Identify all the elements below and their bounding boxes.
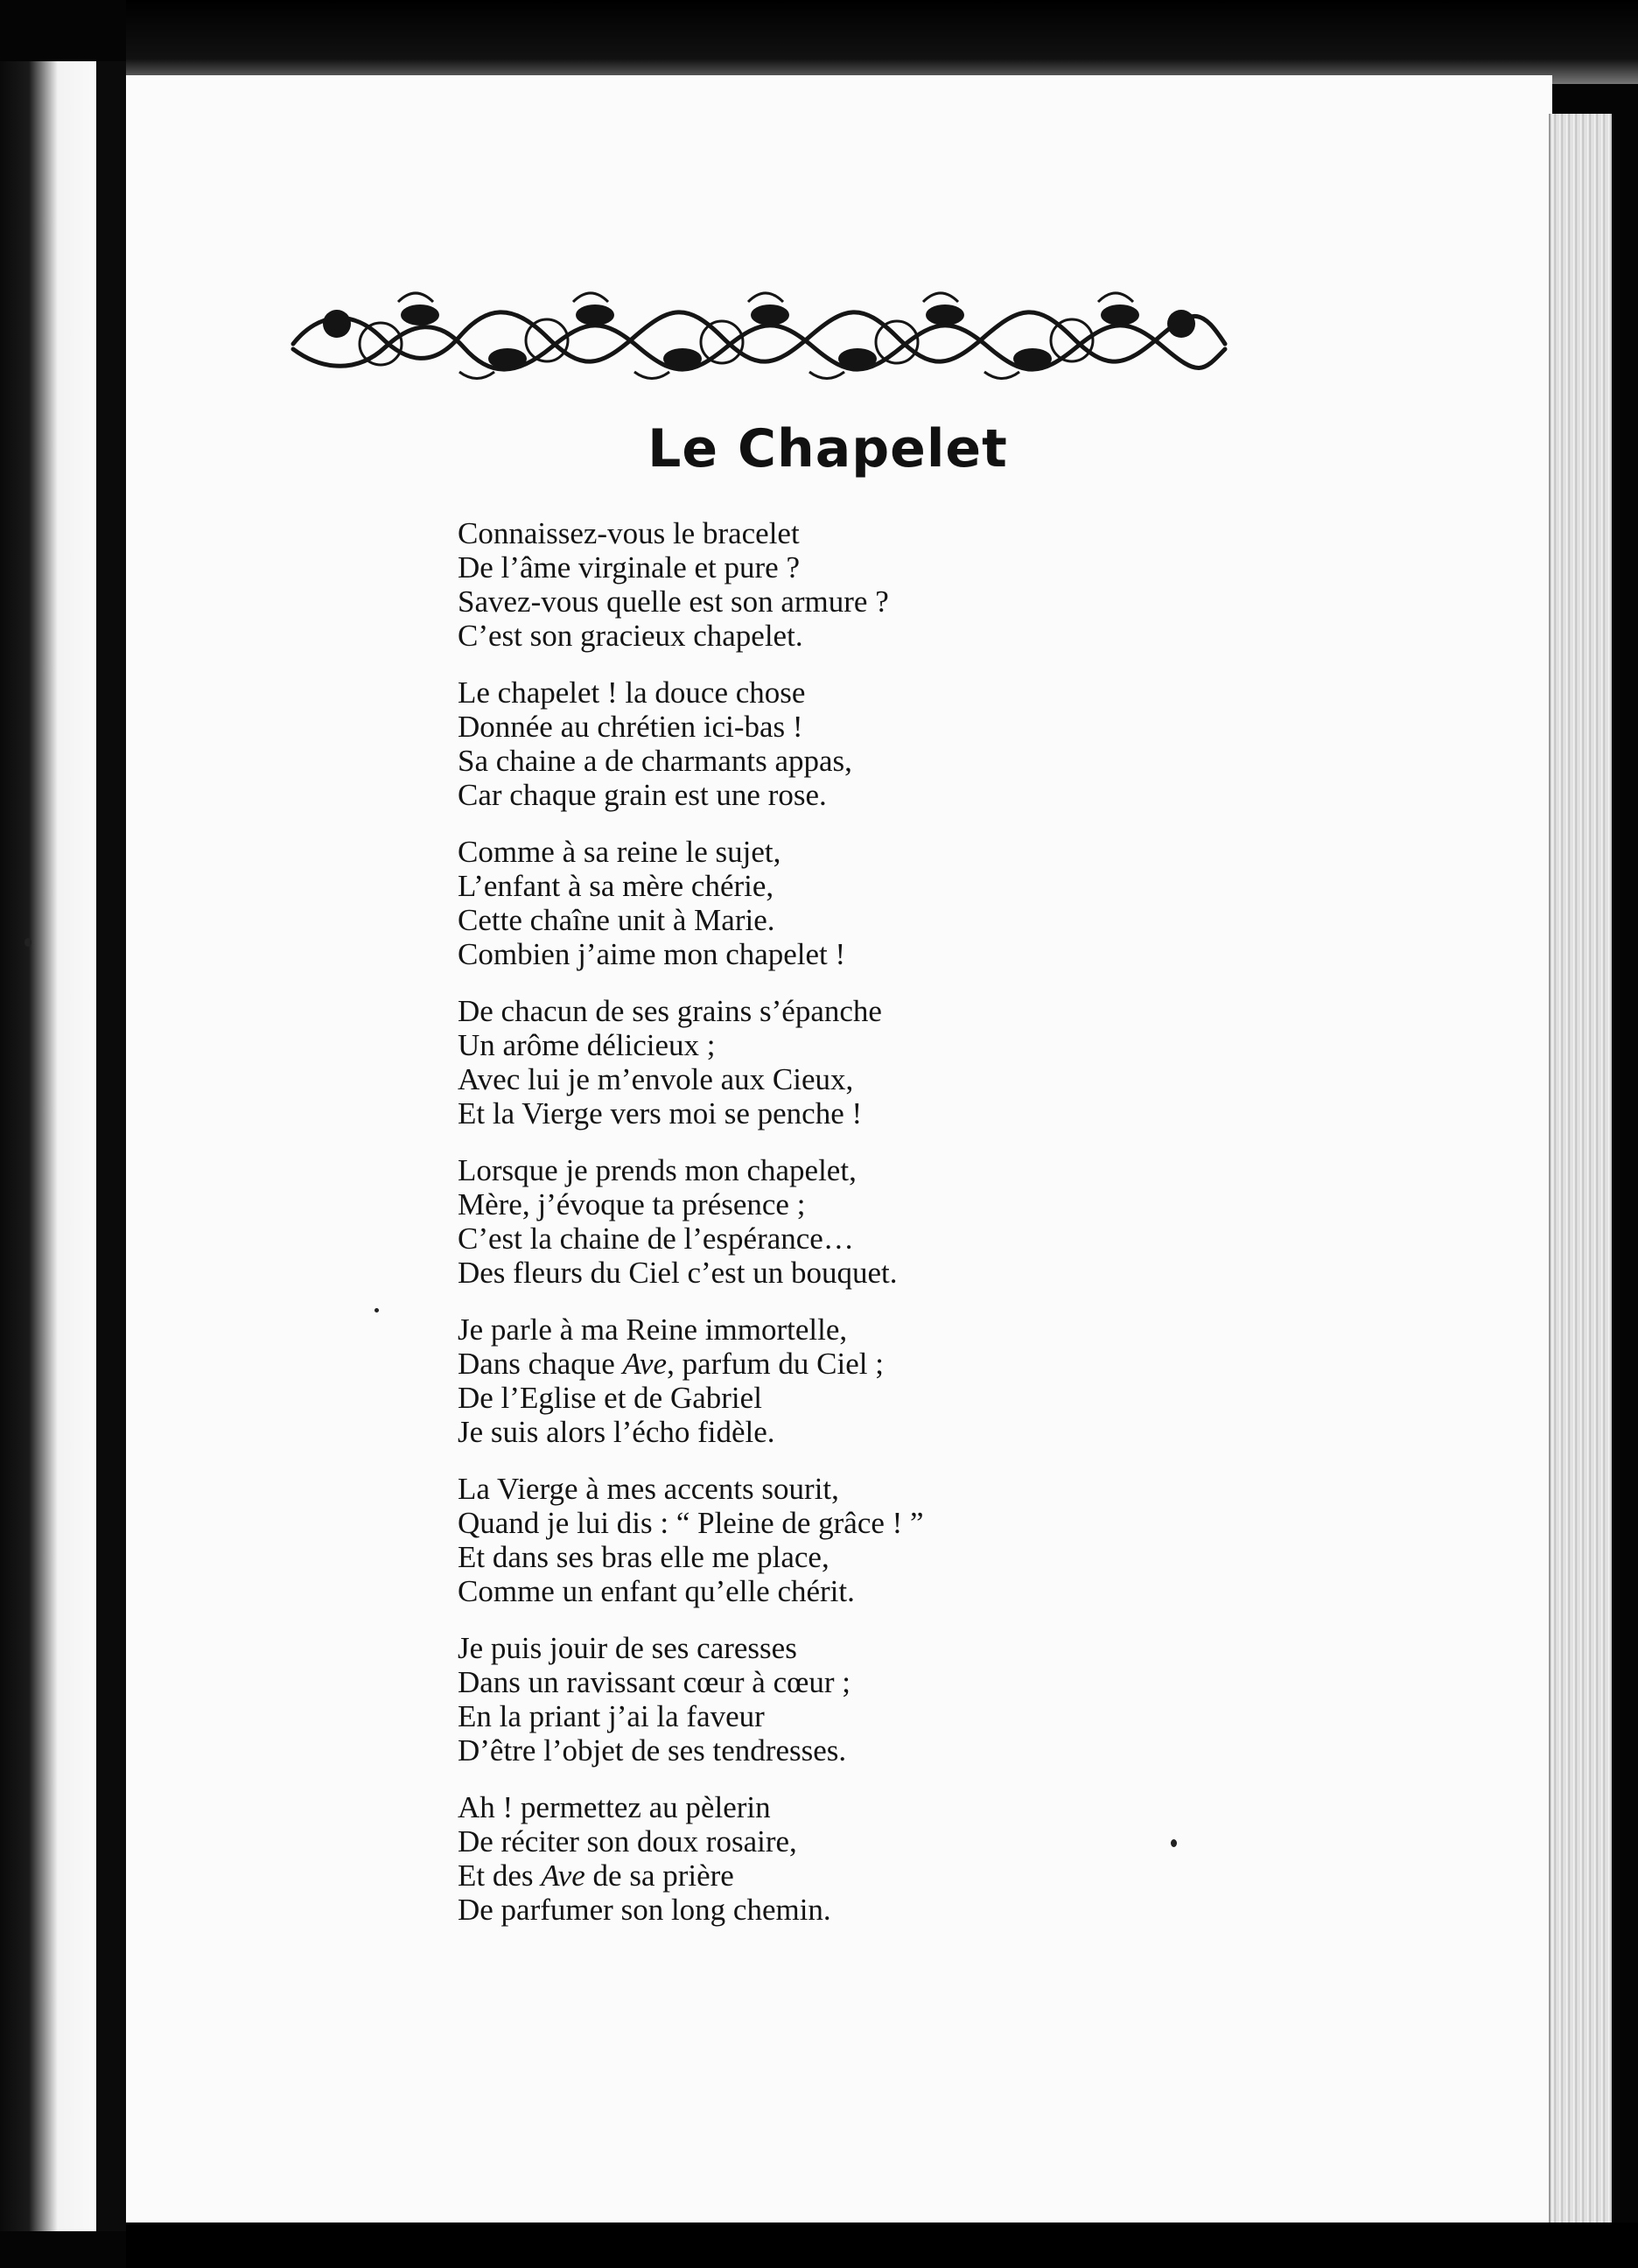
poem-line: Je puis jouir de ses caresses (458, 1631, 797, 1665)
poem-stanza (458, 516, 1088, 653)
poem-line: La Vierge à mes accents sourit, (458, 1472, 839, 1506)
poem-line: Ah ! permettez au pèlerin (458, 1790, 771, 1824)
poem-line: Savez-vous quelle est son armure ? (458, 584, 889, 619)
poem-line: L’enfant à sa mère chérie, (458, 869, 774, 903)
scan-top-shadow (126, 0, 1638, 84)
poem-line: Combien j’aime mon chapelet ! (458, 937, 846, 971)
poem-title: Le Chapelet (648, 418, 1008, 480)
poem-line: Je parle à ma Reine immortelle, (458, 1312, 848, 1347)
poem-line: Comme un enfant qu’elle chérit. (458, 1574, 855, 1608)
scan-speck (1171, 1839, 1177, 1847)
scan-speck (374, 1308, 379, 1312)
facing-page-edge (0, 61, 96, 2231)
poem-stanza (458, 676, 1088, 812)
poem-line: C’est son gracieux chapelet. (458, 619, 803, 653)
poem-line: Un arôme délicieux ; (458, 1028, 716, 1062)
poem-line: Comme à sa reine le sujet, (458, 835, 781, 869)
poem-line: De réciter son doux rosaire, (458, 1824, 797, 1858)
poem-stanza (458, 1312, 1088, 1449)
poem-line: De parfumer son long chemin. (458, 1893, 831, 1927)
poem-stanza (458, 835, 1088, 971)
book-gutter (96, 61, 126, 2231)
poem-stanza (458, 994, 1088, 1130)
poem-line: Et la Vierge vers moi se penche ! (458, 1096, 863, 1130)
poem-line: Et dans ses bras elle me place, (458, 1540, 830, 1574)
poem-line: Connaissez-vous le bracelet (458, 516, 800, 550)
poem-line: Quand je lui dis : “ Pleine de grâce ! ” (458, 1506, 924, 1540)
poem-line: Je suis alors l’écho fidèle. (458, 1415, 775, 1449)
poem-line: Mère, j’évoque ta présence ; (458, 1187, 806, 1222)
poem-line: Cette chaîne unit à Marie. (458, 903, 775, 937)
decorative-vine-headpiece (284, 276, 1234, 385)
poem-line: Le chapelet ! la douce chose (458, 676, 806, 710)
poem-body (458, 516, 1088, 1950)
poem-stanza (458, 1631, 1088, 1768)
poem-line: Donnée au chrétien ici-bas ! (458, 710, 803, 744)
poem-stanza (458, 1153, 1088, 1290)
poem-line: De l’âme virginale et pure ? (458, 550, 800, 584)
poem-line: Avec lui je m’envole aux Cieux, (458, 1062, 854, 1096)
poem-stanza (458, 1472, 1088, 1608)
poem-line: Lorsque je prends mon chapelet, (458, 1153, 857, 1187)
poem-line: Dans chaque Ave, parfum du Ciel ; (458, 1347, 884, 1381)
scan-bottom-shadow (126, 2222, 1638, 2268)
poem-line: Car chaque grain est une rose. (458, 778, 827, 812)
poem-line: C’est la chaine de l’espérance… (458, 1222, 854, 1256)
poem-line: Et des Ave de sa prière (458, 1858, 734, 1893)
poem-line: De chacun de ses grains s’épanche (458, 994, 882, 1028)
poem-line: Dans un ravissant cœur à cœur ; (458, 1665, 851, 1699)
poem-line: D’être l’objet de ses tendresses. (458, 1733, 847, 1768)
poem-line: De l’Eglise et de Gabriel (458, 1381, 762, 1415)
poem-stanza (458, 1790, 1088, 1927)
poem-line: En la priant j’ai la faveur (458, 1699, 765, 1733)
scan-speck (24, 938, 32, 947)
poem-line: Des fleurs du Ciel c’est un bouquet. (458, 1256, 898, 1290)
poem-line: Sa chaine a de charmants appas, (458, 744, 852, 778)
